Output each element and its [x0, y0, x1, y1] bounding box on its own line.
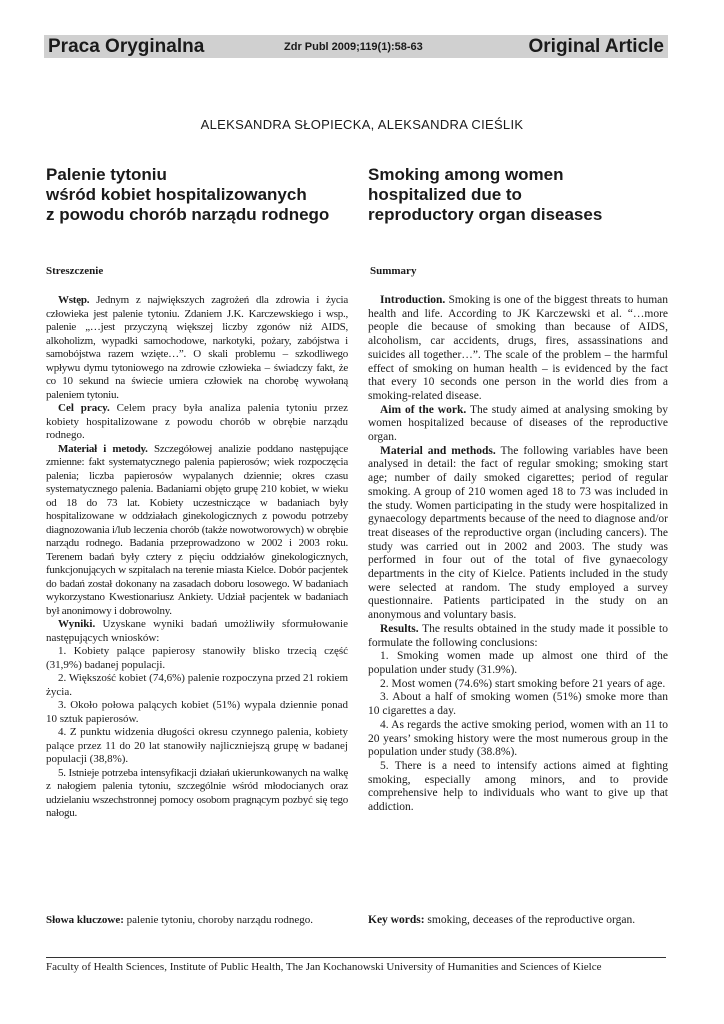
aim-paragraph — [368, 404, 668, 445]
title-polish — [46, 165, 356, 225]
header-section-pl: Praca Oryginalna — [48, 36, 205, 57]
aim-text: Celem pracy była analiza palenia tytoniu przez kobiety hospitalizowane z powodu chorób w obrębie narządu rodnego. — [46, 402, 348, 441]
methods-text: Szczegółowej analizie poddano następujące zmienne: fakt systematycznego palenia papierosów; wiek rozpoczęcia palenia; liczba papierosów wypalanych dziennie; okres czasu systematycznego palenia. Badaniami objęto grupę 210 kobiet, w wieku od 18 do 73 lat. Kobiety uczestniczące w badaniach były hospitalizowane w oddziałach ginekologicznych z powodu potrzeby diagnozowania i/lub leczenia chorób (także nowotworowych) w obrębie narządu rodnego. Badania przeprowadzono w 2002 i 2003 roku. Terenem badań były cztery z pięciu oddziałów ginekologicznych, funkcjonujących w szpitalach na terenie miasta Kielce. Dobór pacjentek do badań został dokonany na zasadach doboru losowego. W badaniach wykorzystano Kwestionariusz Ankiety. Udział pacjentek w badaniach był anonimowy i dobrowolny. — [46, 442, 348, 617]
results-paragraph — [46, 618, 348, 645]
results-paragraph — [368, 623, 668, 650]
journal-citation: Zdr Publ 2009;119(1):58-63 — [284, 41, 423, 53]
intro-paragraph — [368, 294, 668, 404]
conclusion-item: 5. Istnieje potrzeba intensyfikacji działań ukierunkowanych na walkę z nałogiem palenia tytoniu, szczególnie wśród młodocianych oraz udzielaniu wszechstronnej pomocy osobom pragnącym pozbyć się tego nałogu. — [46, 766, 348, 819]
results-heading: Wyniki. — [58, 618, 96, 630]
conclusion-item: 4. Z punktu widzenia długości okresu czynnego palenia, kobiety palące przez 11 do 20 lat stanowiły najliczniejszą grupę w badanej populacji (38,8%). — [46, 726, 348, 765]
title-pl-line: Palenie tytoniu — [46, 165, 167, 184]
intro-heading: Introduction. — [380, 294, 446, 306]
keywords-text: smoking, deceases of the reproductive organ. — [424, 914, 636, 926]
abstract-polish — [46, 294, 348, 821]
conclusion-item: 5. There is a need to intensify actions aimed at fighting smoking, especially among minors, and to provide comprehensive help to individuals who want to give up that addiction. — [368, 759, 668, 814]
results-text: The results obtained in the study made it possible to formulate the following conclusions: — [368, 622, 668, 649]
header-section-en: Original Article — [528, 36, 664, 57]
methods-paragraph — [368, 445, 668, 623]
results-heading: Results. — [380, 622, 419, 635]
intro-text: Jednym z największych zagrożeń dla zdrowia i życia człowieka jest palenie tytoniu. Zdaniem J.K. Karczewskiego i wsp., palenie „…jest przyczyną większej liczby zgonów niż AIDS, alkoholizm, wypadki samochodowe, narkotyki, pożary, zabójstwa i samobójstwa razem wzięte…”. O skali problemu – szkodliwego wpływu dymu tytoniowego na zdrowie człowieka – świadczy fakt, że co 10 sekund na świecie umiera człowiek na chorobę wywołaną paleniem tytoniu. — [46, 294, 348, 401]
streszczenie-label: Streszczenie — [46, 265, 104, 277]
keywords-polish — [46, 913, 348, 927]
aim-heading: Aim of the work. — [380, 403, 467, 416]
summary-label: Summary — [370, 265, 417, 277]
methods-heading: Materiał i metody. — [58, 442, 148, 455]
aim-text: The study aimed at analysing smoking by women hospitalized because of diseases of the reproductive organ. — [368, 403, 669, 444]
footer-divider — [46, 957, 666, 958]
keywords-english — [368, 913, 668, 927]
conclusion-item: 1. Smoking women made up almost one third of the population under study (31.9%). — [368, 650, 668, 676]
conclusion-item: 4. As regards the active smoking period, women with an 11 to 20 years’ smoking history were the most numerous group in the population under study (38.8%). — [368, 718, 668, 759]
authors: ALEKSANDRA SŁOPIECKA, ALEKSANDRA CIEŚLIK — [200, 117, 524, 132]
title-english — [368, 165, 678, 225]
abstract-english — [368, 294, 668, 815]
title-en-line: hospitalized due to — [368, 185, 522, 204]
title-en-line: Smoking among women — [368, 165, 564, 184]
aim-paragraph — [46, 402, 348, 443]
title-pl-line: z powodu chorób narządu rodnego — [46, 205, 330, 224]
aim-heading: Cel pracy. — [58, 402, 110, 414]
methods-heading: Material and methods. — [380, 444, 496, 457]
methods-paragraph — [46, 443, 348, 619]
conclusion-item: 3. Około połowa palących kobiet (51%) wypala dziennie ponad 10 sztuk papierosów. — [46, 699, 348, 725]
keywords-heading: Key words: — [368, 914, 425, 926]
keywords-heading: Słowa kluczowe: — [46, 914, 124, 926]
keywords-text: palenie tytoniu, choroby narządu rodnego. — [123, 914, 314, 926]
intro-text: Smoking is one of the biggest threats to human health and life. According to JK Karczewski et al. “…more people die because of smoking than because of AIDS, alcoholism, car accidents, drugs, fires, assassinations and suicides all together…”. The scale of the problem – the harmful effect of smoking on human health – is evidenced by the fact that every 10 seconds one person in the world dies from a smoking-related disease. — [368, 294, 668, 402]
conclusion-item: 2. Większość kobiet (74,6%) palenie rozpoczyna przed 21 rokiem życia. — [46, 672, 348, 698]
title-pl-line: wśród kobiet hospitalizowanych — [46, 185, 307, 204]
journal-header-bar — [44, 35, 668, 58]
conclusion-item: 3. About a half of smoking women (51%) smoke more than 10 cigarettes a day. — [368, 691, 668, 718]
intro-paragraph — [46, 294, 348, 402]
affiliation-footnote: Faculty of Health Sciences, Institute of Public Health, The Jan Kochanowski University of Humanities and Sciences of Kielce — [46, 961, 602, 973]
intro-heading: Wstęp. — [58, 294, 90, 306]
results-text: Uzyskane wyniki badań umożliwiły sformułowanie następujących wniosków: — [46, 618, 348, 644]
methods-text: The following variables have been analysed in detail: the fact of regular smoking; smoking start age; number of daily smoked cigarettes; period of regular smoking. A group of 210 women aged 18 to 73 was included in the study. Women participating in the study were hospitalized in gynaecology departments because of the need to diagnose and/or treat diseases of the reproductive organ (including cancers). The study was carried out in 2002 and 2003. The study was performed in four out of the total of five gynaecology departments in the city of Kielce. Patients included in the study were selected at random. The study employed a survey questionnaire. Patients participated in the study on an anonymous and voluntary basis. — [368, 444, 668, 622]
conclusion-item: 2. Most women (74.6%) start smoking before 21 years of age. — [380, 677, 666, 690]
conclusion-item: 1. Kobiety palące papierosy stanowiły blisko trzecią część (31,9%) badanej populacji. — [46, 645, 348, 671]
title-en-line: reproductory organ diseases — [368, 205, 603, 224]
